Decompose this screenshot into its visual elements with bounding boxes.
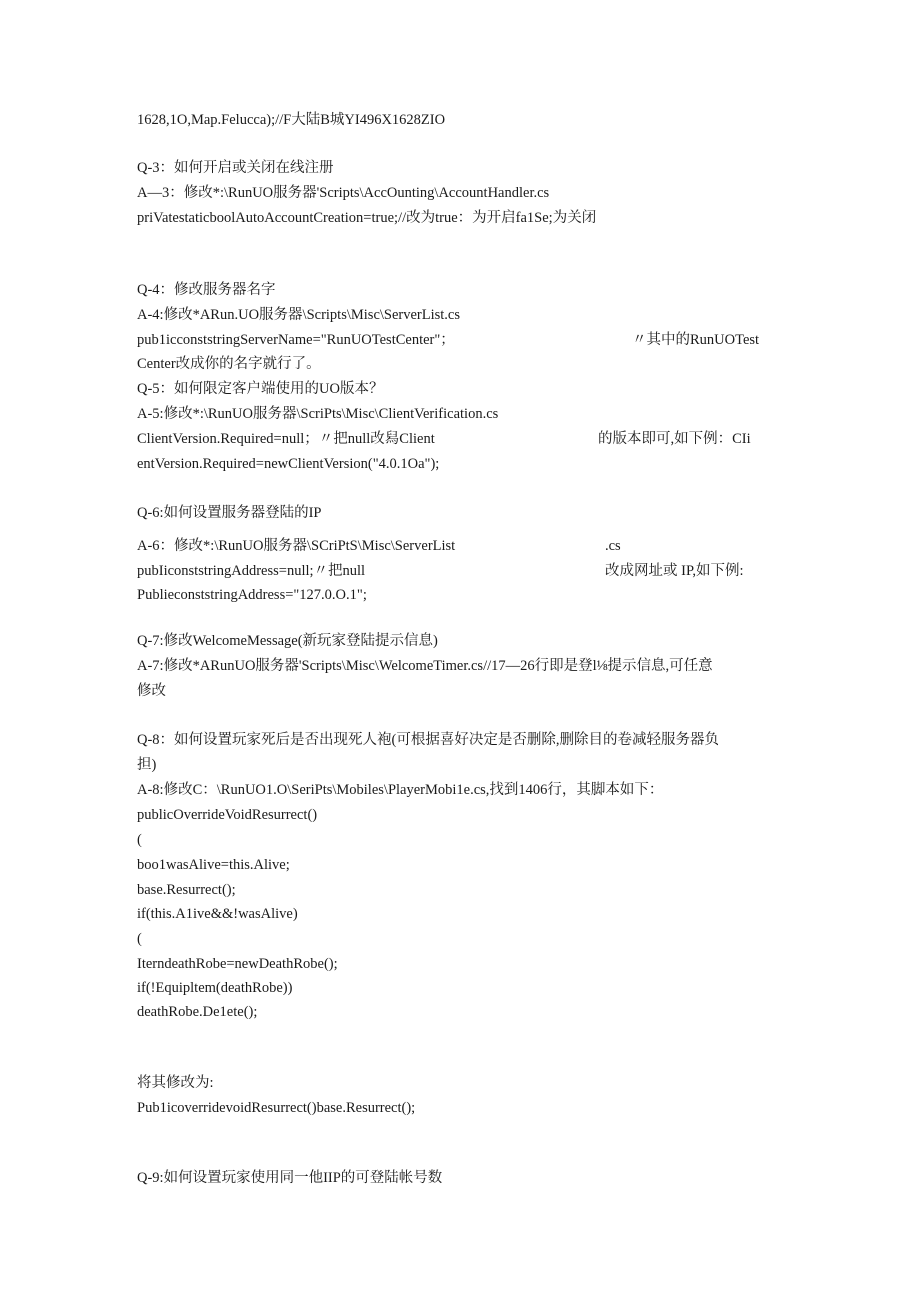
code-line: if(!Equipltem(deathRobe)) [137, 980, 293, 996]
text-line: 担) [137, 757, 157, 773]
question-heading: Q-6:如何设置服务器登陆的IP [137, 505, 322, 521]
answer-line: A-5:修改*:\RunUO服务器\ScriPts\Misc\ClientVerification.cs [137, 406, 499, 422]
code-comment: 的版本即可,如下例：CIi [598, 431, 751, 447]
text-line: 修改 [137, 683, 166, 699]
answer-line: A—3：修改*:\RunUO服务器'Scripts\AccOunting\AccountHandler.cs [137, 185, 550, 201]
code-line: Pub1icoverridevoidResurrect()base.Resurrect(); [137, 1100, 416, 1116]
code-line: ClientVersion.Required=null；〃把null改舄Client [137, 431, 435, 447]
code-comment: 〃其中的RunUOTest [632, 332, 760, 348]
answer-line: A-7:修改*ARunUO服务器'Scripts\Misc\WelcomeTimer.cs//17—26行即是登l⅛提示信息,可任意 [137, 658, 713, 674]
question-heading: Q-9:如何设置玩家使用同一他IIP的可登陆帐号数 [137, 1170, 443, 1186]
code-line: IterndeathRobe=newDeathRobe(); [137, 956, 338, 972]
question-heading: Q-5：如何限定客户端使用的UO版本？ [137, 381, 384, 397]
code-line: entVersion.Required=newClientVersion("4.0.1Oa"); [137, 456, 440, 472]
answer-line: A-8:修改C：\RunUO1.O\SeriPts\Mobiles\PlayerMobi1e.cs,找到1406行，其脚本如下： [137, 782, 664, 798]
code-line: publicOverrideVoidResurrect() [137, 807, 318, 823]
code-line: priVatestaticboolAutoAccountCreation=true;//改为true：为开启fa1Se;为关闭 [137, 210, 597, 226]
code-comment: 改成网址或 IP,如下例: [605, 563, 744, 579]
question-heading: Q-3：如何开启或关闭在线注册 [137, 160, 334, 176]
answer-line: A-6：修改*:\RunUO服务器\SCriPtS\Misc\ServerList [137, 538, 456, 554]
question-heading: Q-7:修改WelcomeMessage(新玩家登陆提示信息) [137, 633, 438, 649]
file-extension: .cs [605, 538, 621, 554]
code-line: ( [137, 832, 142, 848]
code-line: PublieconststringAddress="127.0.O.1"; [137, 587, 367, 603]
code-line: deathRobe.De1ete(); [137, 1004, 258, 1020]
text-line: Center改成你的名字就行了。 [137, 356, 321, 372]
code-line: pubIiconststringAddress=null;〃把null [137, 563, 366, 579]
code-line: base.Resurrect(); [137, 882, 236, 898]
code-line: ( [137, 931, 142, 947]
text-line: 将其修改为: [137, 1075, 214, 1091]
code-line: if(this.A1ive&&!wasAlive) [137, 906, 298, 922]
question-heading: Q-4：修改服务器名字 [137, 282, 276, 298]
answer-line: A-4:修改*ARun.UO服务器\Scripts\Misc\ServerList.cs [137, 307, 461, 323]
code-line: pub1icconststringServerName="RunUOTestCenter"； [137, 332, 455, 348]
code-line: boo1wasAlive=this.Alive; [137, 857, 290, 873]
text-line: 1628,1O,Map.Felucca);//F大陆B城YI496X1628ZIO [137, 112, 446, 128]
question-heading: Q-8：如何设置玩家死后是否出现死人袍(可根据喜好决定是否删除,删除目的卷减轻服务器负 [137, 732, 720, 748]
